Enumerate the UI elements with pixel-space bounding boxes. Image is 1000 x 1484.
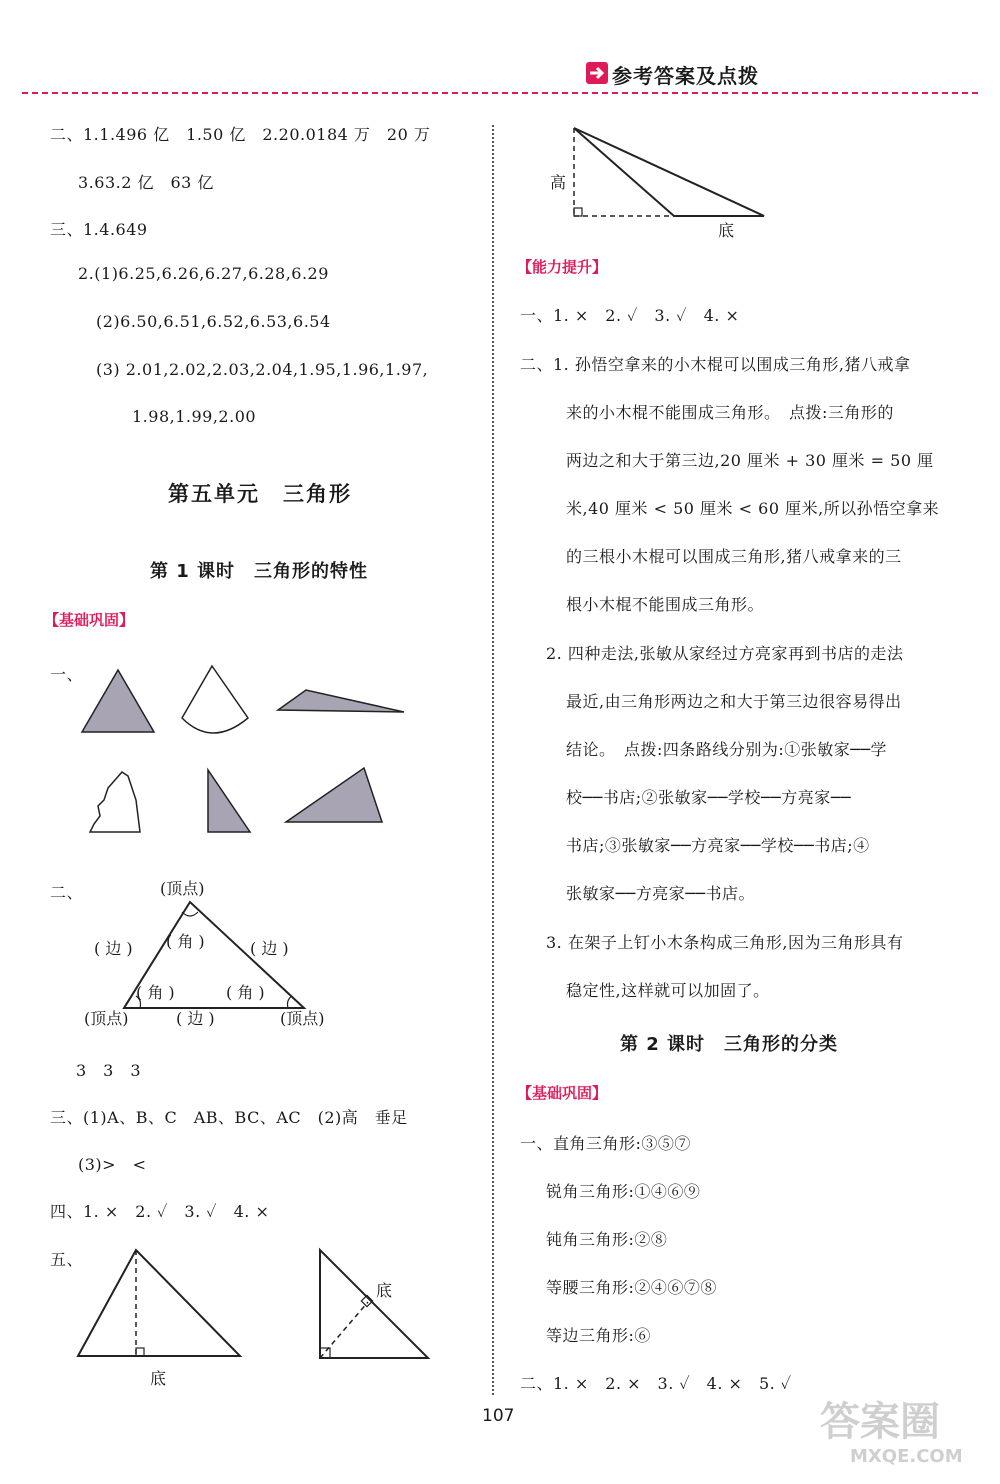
- answer-line: 2.(1)6.25,6.26,6.27,6.28,6.29: [78, 264, 329, 283]
- answer-line: (3)> <: [78, 1155, 147, 1174]
- answer-line: 的三根小木棍可以围成三角形,猪八戒拿来的三: [566, 547, 902, 566]
- answer-line: 来的小木棍不能围成三角形。 点拨:三角形的: [566, 403, 894, 422]
- answer-line: 两边之和大于第三边,20 厘米 + 30 厘米 = 50 厘: [566, 451, 934, 470]
- base-label: 底: [376, 1281, 393, 1300]
- watermark-logo: 答案圈: [820, 1399, 940, 1445]
- answer-line: 1.98,1.99,2.00: [132, 407, 257, 426]
- angle-label: ( 角 ): [226, 983, 265, 1002]
- answer-line: 3.63.2 亿 63 亿: [78, 173, 214, 192]
- answer-line: 校──书店;②张敏家──学校──方亮家──: [566, 788, 851, 807]
- answer-line: 米,40 厘米 < 50 厘米 < 60 厘米,所以孙悟空拿来: [566, 499, 940, 518]
- answer-line: 根小木棍不能围成三角形。: [566, 595, 765, 614]
- answer-line: 书店;③张敏家──方亮家──学校──书店;④: [566, 836, 870, 855]
- question-label: 五、: [50, 1250, 84, 1269]
- page-number: 107: [482, 1406, 515, 1426]
- vertex-label: (顶点): [280, 1009, 325, 1028]
- answer-line: 四、1. × 2. ✓ 3. ✓ 4. ×: [50, 1202, 270, 1221]
- answer-line: (2)6.50,6.51,6.52,6.53,6.54: [96, 312, 331, 331]
- q2-triangle-figure: [80, 872, 360, 1042]
- q1-shapes-figure: [70, 660, 420, 850]
- lesson-title: 第 1 课时 三角形的特性: [150, 561, 369, 582]
- answer-line: 二、1. × 2. × 3. ✓ 4. × 5. ✓: [520, 1374, 792, 1393]
- section-tag: 【能力提升】: [517, 258, 608, 276]
- base-label: 底: [718, 221, 735, 240]
- answer-line: (3) 2.01,2.02,2.03,2.04,1.95,1.96,1.97,: [96, 360, 429, 379]
- header-arrow-icon: [586, 62, 608, 84]
- torn-shape: [90, 772, 140, 832]
- watermark-site: MXQE.COM: [850, 1446, 963, 1467]
- question-label: 二、: [50, 883, 84, 902]
- side-label: ( 边 ): [250, 939, 289, 958]
- angle-label: ( 角 ): [136, 983, 175, 1002]
- shaded-triangle: [208, 770, 250, 832]
- answer-line: 等腰三角形:②④⑥⑦⑧: [546, 1278, 717, 1297]
- header-divider: [22, 92, 978, 94]
- section-tag: 【基础巩固】: [517, 1084, 608, 1102]
- answer-line: 3 3 3: [76, 1061, 142, 1080]
- answer-line: 稳定性,这样就可以加固了。: [566, 981, 770, 1000]
- answer-line: 结论。 点拨:四条路线分别为:①张敏家──学: [566, 740, 888, 759]
- answer-line: 二、1. 孙悟空拿来的小木棍可以围成三角形,猪八戒拿: [520, 355, 911, 374]
- angle-label: ( 角 ): [166, 932, 205, 951]
- column-divider: [492, 125, 494, 1395]
- height-label: 高: [550, 173, 567, 192]
- answer-line: 最近,由三角形两边之和大于第三边很容易得出: [566, 692, 902, 711]
- header-title: 参考答案及点拨: [612, 64, 759, 88]
- answer-line: 锐角三角形:①④⑥⑨: [546, 1182, 701, 1201]
- section-tag: 【基础巩固】: [44, 611, 135, 629]
- base-label: 底: [150, 1369, 167, 1388]
- height-figure: [540, 118, 780, 248]
- question-label: 一、: [50, 665, 84, 684]
- lesson-title: 第 2 课时 三角形的分类: [620, 1034, 839, 1055]
- answer-line: 一、直角三角形:③⑤⑦: [520, 1134, 691, 1153]
- answer-line: 一、1. × 2. ✓ 3. ✓ 4. ×: [520, 306, 740, 325]
- answer-line: 张敏家──方亮家──书店。: [566, 884, 756, 903]
- shaded-triangle: [286, 768, 382, 822]
- vertex-label: (顶点): [160, 879, 205, 898]
- side-label: ( 边 ): [176, 1009, 215, 1028]
- answer-line: 三、(1)A、B、C AB、BC、AC (2)高 垂足: [50, 1108, 408, 1127]
- answer-line: 2. 四种走法,张敏从家经过方亮家再到书店的走法: [546, 644, 904, 663]
- shaded-triangle: [82, 670, 154, 732]
- q5-height-figures: [70, 1240, 450, 1390]
- side-label: ( 边 ): [94, 939, 133, 958]
- answer-line: 3. 在架子上钉小木条构成三角形,因为三角形具有: [546, 933, 904, 952]
- shaded-triangle: [278, 690, 404, 712]
- answer-line: 二、1.1.496 亿 1.50 亿 2.20.0184 万 20 万: [50, 125, 431, 144]
- answer-line: 钝角三角形:②⑧: [546, 1230, 668, 1249]
- answer-line: 三、1.4.649: [50, 220, 148, 239]
- unit-title: 第五单元 三角形: [168, 482, 352, 506]
- fan-shape: [182, 666, 248, 733]
- vertex-label: (顶点): [84, 1009, 129, 1028]
- answer-line: 等边三角形:⑥: [546, 1326, 651, 1345]
